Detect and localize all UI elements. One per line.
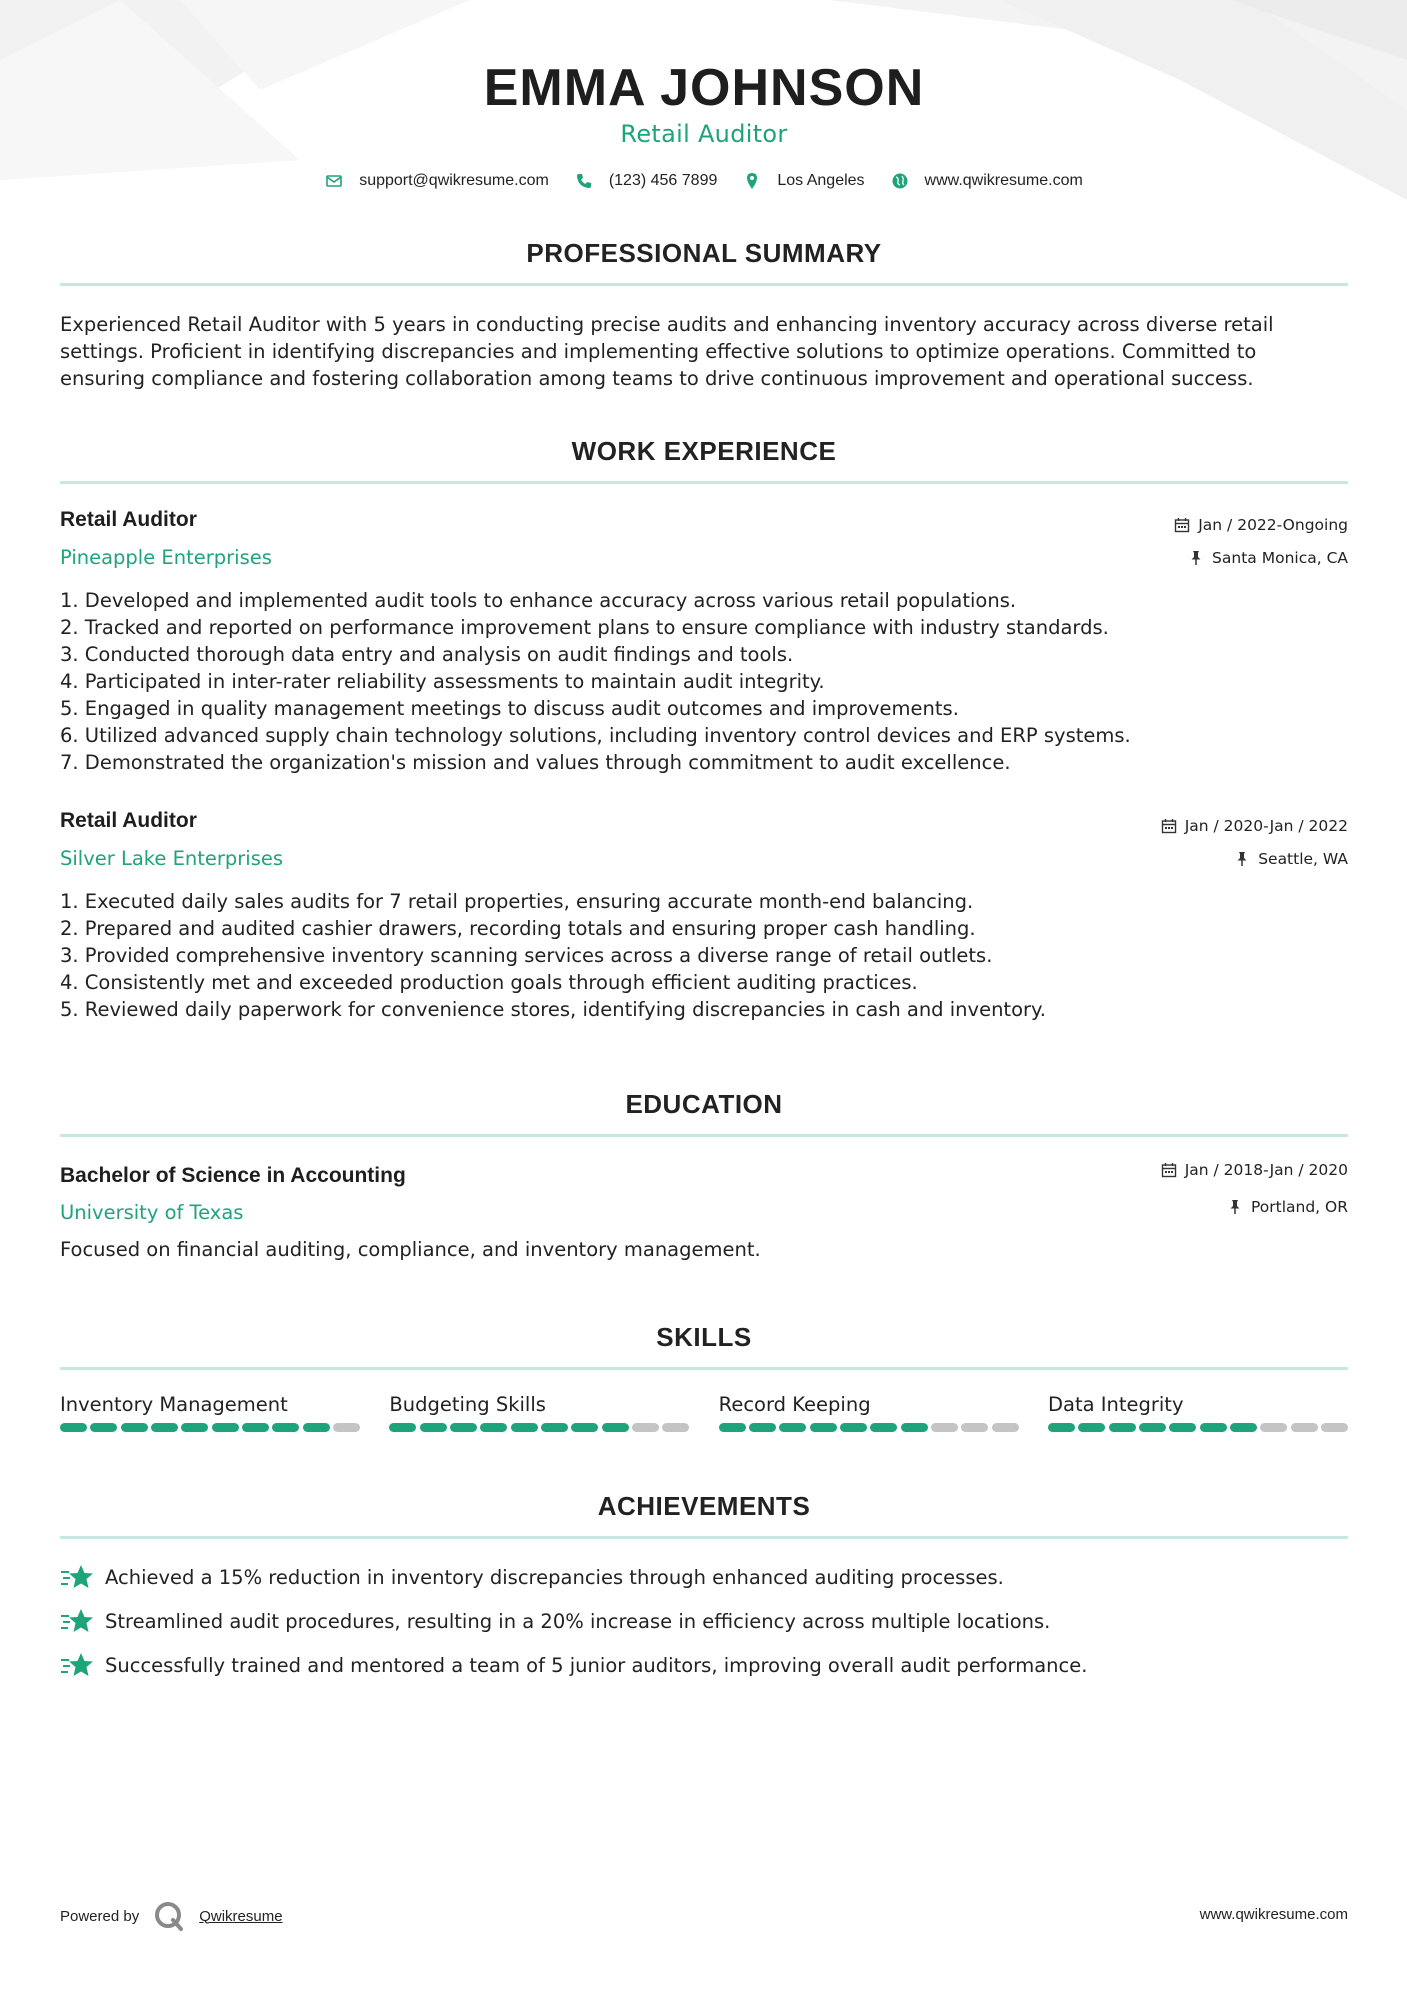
powered-by-label: Powered by bbox=[60, 1907, 140, 1925]
summary-line: settings. Proficient in identifying discrepancies and implementing effective solutions to optimize operations. Committed to bbox=[60, 340, 1257, 363]
skill-name: Inventory Management bbox=[60, 1393, 288, 1416]
skill-item bbox=[719, 1393, 1019, 1432]
skill-dot-filled bbox=[571, 1423, 598, 1432]
education-dates-text: Jan / 2018-Jan / 2020 bbox=[1184, 1161, 1348, 1179]
skills-grid bbox=[60, 1393, 1348, 1432]
skill-item bbox=[60, 1393, 360, 1432]
skill-dot-filled bbox=[1048, 1423, 1075, 1432]
list-item: 1. Developed and implemented audit tools to enhance accuracy across various retail populations. bbox=[60, 589, 1017, 612]
skill-dot-filled bbox=[1139, 1423, 1166, 1432]
list-item: 1. Executed daily sales audits for 7 retail properties, ensuring accurate month-end balancing. bbox=[60, 890, 974, 913]
achievement-item bbox=[60, 1651, 1348, 1679]
skill-dot-empty bbox=[1291, 1423, 1318, 1432]
qwikresume-logo-icon bbox=[153, 1900, 185, 1932]
summary-text bbox=[60, 311, 1348, 392]
education-location bbox=[1227, 1198, 1348, 1216]
skill-dot-filled bbox=[450, 1423, 477, 1432]
list-item: 6. Utilized advanced supply chain technology solutions, including inventory control devices and ERP systems. bbox=[60, 724, 1131, 747]
pushpin-icon bbox=[1227, 1199, 1243, 1215]
skill-name: Data Integrity bbox=[1047, 1393, 1184, 1416]
education-school: University of Texas bbox=[60, 1201, 244, 1224]
contact-email[interactable] bbox=[325, 172, 549, 190]
contact-location bbox=[743, 172, 864, 190]
contact-phone-text: (123) 456 7899 bbox=[608, 172, 718, 189]
education-divider bbox=[60, 1134, 1348, 1137]
skill-dot-filled bbox=[602, 1423, 629, 1432]
globe-icon bbox=[891, 172, 909, 190]
skill-item bbox=[389, 1393, 689, 1432]
star-icon bbox=[60, 1607, 94, 1635]
skill-dot-filled bbox=[901, 1423, 928, 1432]
list-item: 7. Demonstrated the organization's mission and values through commitment to audit excellence. bbox=[60, 751, 1011, 774]
calendar-icon bbox=[1161, 1162, 1177, 1178]
achievements-divider bbox=[60, 1536, 1348, 1539]
job-company: Silver Lake Enterprises bbox=[60, 847, 284, 870]
job-duties bbox=[60, 587, 1348, 776]
job-location-text: Santa Monica, CA bbox=[1212, 549, 1348, 567]
summary-heading: PROFESSIONAL SUMMARY bbox=[526, 238, 882, 268]
achievement-text: Streamlined audit procedures, resulting in a 20% increase in efficiency across multiple locations. bbox=[105, 1609, 1051, 1633]
skill-dot-filled bbox=[541, 1423, 568, 1432]
contact-bar bbox=[60, 172, 1348, 190]
candidate-name: EMMA JOHNSON bbox=[483, 59, 925, 117]
skill-dot-filled bbox=[90, 1423, 117, 1432]
footer-website[interactable]: www.qwikresume.com bbox=[1199, 1906, 1348, 1923]
skill-rating bbox=[1048, 1423, 1348, 1432]
skill-dot-filled bbox=[212, 1423, 239, 1432]
skill-dot-empty bbox=[931, 1423, 958, 1432]
job-dates-text: Jan / 2020-Jan / 2022 bbox=[1184, 817, 1348, 835]
skill-dot-filled bbox=[60, 1423, 87, 1432]
map-pin-icon bbox=[743, 172, 761, 190]
phone-icon bbox=[575, 172, 593, 190]
pushpin-icon bbox=[1188, 550, 1204, 566]
job-dates bbox=[1174, 516, 1348, 534]
experience-heading: WORK EXPERIENCE bbox=[571, 436, 837, 466]
skill-name: Budgeting Skills bbox=[389, 1393, 546, 1416]
experience-divider bbox=[60, 481, 1348, 484]
qwikresume-link[interactable]: Qwikresume bbox=[199, 1907, 283, 1925]
calendar-icon bbox=[1161, 818, 1177, 834]
job-location bbox=[1188, 549, 1348, 567]
job-title: Retail Auditor bbox=[60, 809, 197, 832]
skill-item bbox=[1048, 1393, 1348, 1432]
contact-website[interactable] bbox=[891, 172, 1083, 190]
achievement-text: Successfully trained and mentored a team of 5 junior auditors, improving overall audit performance. bbox=[105, 1653, 1088, 1677]
contact-location-text: Los Angeles bbox=[777, 172, 865, 189]
job-duties bbox=[60, 888, 1348, 1023]
skill-dot-filled bbox=[272, 1423, 299, 1432]
list-item: 3. Conducted thorough data entry and analysis on audit findings and tools. bbox=[60, 643, 794, 666]
summary-line: ensuring compliance and fostering collaboration among teams to drive continuous improvement and operational success. bbox=[60, 367, 1254, 390]
skill-dot-empty bbox=[632, 1423, 659, 1432]
skill-dot-filled bbox=[1109, 1423, 1136, 1432]
list-item: 2. Tracked and reported on performance improvement plans to ensure compliance with industry standards. bbox=[60, 616, 1109, 639]
job-dates-text: Jan / 2022-Ongoing bbox=[1198, 516, 1348, 534]
skill-dot-empty bbox=[1260, 1423, 1287, 1432]
star-icon bbox=[60, 1651, 94, 1679]
list-item: 4. Participated in inter-rater reliability assessments to maintain audit integrity. bbox=[60, 670, 825, 693]
skill-dot-filled bbox=[420, 1423, 447, 1432]
achievement-item bbox=[60, 1607, 1348, 1635]
summary-line: Experienced Retail Auditor with 5 years in conducting precise audits and enhancing inventory accuracy across diverse retail bbox=[60, 313, 1274, 336]
skills-divider bbox=[60, 1367, 1348, 1370]
skills-heading: SKILLS bbox=[656, 1322, 752, 1352]
skill-rating bbox=[719, 1423, 1019, 1432]
skill-rating bbox=[60, 1423, 360, 1432]
skill-dot-filled bbox=[181, 1423, 208, 1432]
achievement-text: Achieved a 15% reduction in inventory discrepancies through enhanced auditing processes. bbox=[105, 1565, 1004, 1589]
skill-dot-filled bbox=[1230, 1423, 1257, 1432]
envelope-icon bbox=[325, 172, 343, 190]
education-heading: EDUCATION bbox=[625, 1089, 783, 1119]
skill-dot-filled bbox=[749, 1423, 776, 1432]
skill-dot-empty bbox=[1321, 1423, 1348, 1432]
skill-dot-filled bbox=[840, 1423, 867, 1432]
skill-dot-filled bbox=[1200, 1423, 1227, 1432]
skill-dot-filled bbox=[719, 1423, 746, 1432]
skill-dot-empty bbox=[333, 1423, 360, 1432]
job-title: Retail Auditor bbox=[60, 508, 197, 531]
skill-dot-empty bbox=[961, 1423, 988, 1432]
skill-dot-filled bbox=[303, 1423, 330, 1432]
skill-name: Record Keeping bbox=[718, 1393, 871, 1416]
contact-website-text: www.qwikresume.com bbox=[924, 172, 1083, 189]
job-location bbox=[1234, 850, 1348, 868]
skill-dot-filled bbox=[389, 1423, 416, 1432]
pushpin-icon bbox=[1234, 851, 1250, 867]
star-icon bbox=[60, 1563, 94, 1591]
education-dates bbox=[1161, 1161, 1348, 1179]
candidate-role: Retail Auditor bbox=[620, 120, 788, 148]
skill-dot-filled bbox=[810, 1423, 837, 1432]
achievement-item bbox=[60, 1563, 1348, 1591]
job-dates bbox=[1161, 817, 1348, 835]
contact-email-text: support@qwikresume.com bbox=[359, 172, 549, 189]
skill-dot-filled bbox=[480, 1423, 507, 1432]
skill-dot-filled bbox=[1169, 1423, 1196, 1432]
skill-dot-filled bbox=[242, 1423, 269, 1432]
skill-dot-filled bbox=[870, 1423, 897, 1432]
skill-dot-empty bbox=[992, 1423, 1019, 1432]
skill-dot-empty bbox=[662, 1423, 689, 1432]
education-degree: Bachelor of Science in Accounting bbox=[60, 1164, 406, 1187]
list-item: 5. Engaged in quality management meetings to discuss audit outcomes and improvements. bbox=[60, 697, 959, 720]
calendar-icon bbox=[1174, 517, 1190, 533]
achievements-heading: ACHIEVEMENTS bbox=[597, 1491, 811, 1521]
list-item: 2. Prepared and audited cashier drawers, recording totals and ensuring proper cash handling. bbox=[60, 917, 976, 940]
job-location-text: Seattle, WA bbox=[1258, 850, 1348, 868]
list-item: 4. Consistently met and exceeded production goals through efficient auditing practices. bbox=[60, 971, 918, 994]
list-item: 5. Reviewed daily paperwork for convenience stores, identifying discrepancies in cash and inventory. bbox=[60, 998, 1046, 1021]
education-location-text: Portland, OR bbox=[1250, 1198, 1348, 1216]
skill-dot-filled bbox=[779, 1423, 806, 1432]
skill-dot-filled bbox=[1078, 1423, 1105, 1432]
contact-phone[interactable] bbox=[575, 172, 718, 190]
education-description: Focused on financial auditing, compliance, and inventory management. bbox=[60, 1238, 761, 1261]
skill-dot-filled bbox=[151, 1423, 178, 1432]
summary-divider bbox=[60, 283, 1348, 286]
skill-dot-filled bbox=[511, 1423, 538, 1432]
list-item: 3. Provided comprehensive inventory scanning services across a diverse range of retail outlets. bbox=[60, 944, 993, 967]
skill-dot-filled bbox=[121, 1423, 148, 1432]
footer-powered-by bbox=[60, 1900, 283, 1932]
job-company: Pineapple Enterprises bbox=[60, 546, 272, 569]
skill-rating bbox=[389, 1423, 689, 1432]
